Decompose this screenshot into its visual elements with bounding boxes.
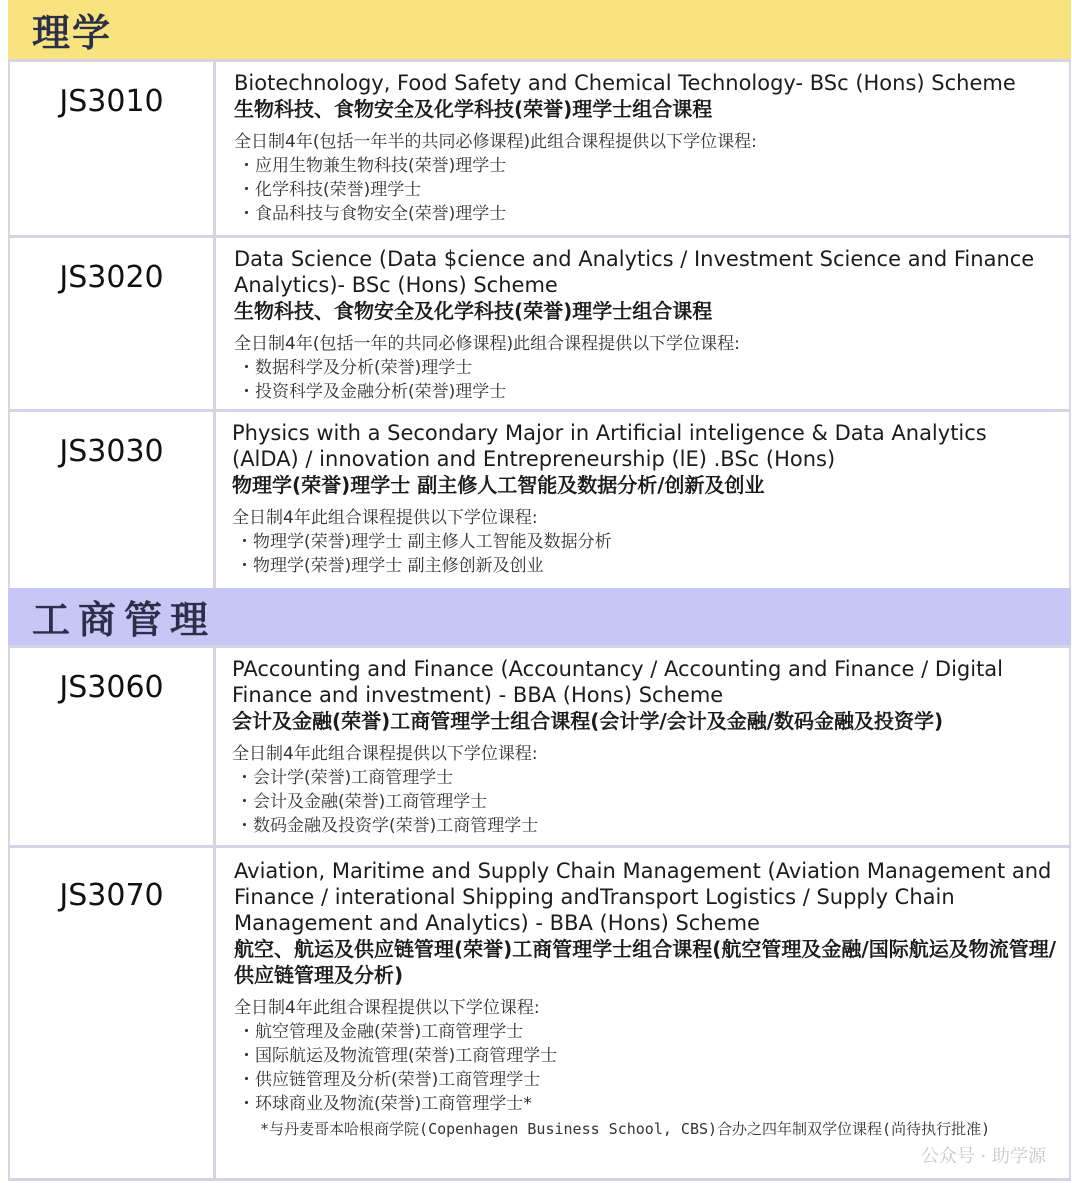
code-cell <box>10 648 216 847</box>
degree-item: ・ 会计学(荣誉)工商管理学士 <box>232 766 1059 790</box>
program-title-en: Aviation, Maritime and Supply Chain Management (Aviation Management and Finance / interational Shipping andTransport Logistics / Supply Chain Management and Analytics) - BBA (Hons) Scheme <box>234 859 1052 935</box>
degree-item: ・ 化学科技(荣誉)理学士 <box>234 178 1059 202</box>
program-content <box>234 70 1059 226</box>
program-code: JS3070 <box>59 878 164 913</box>
program-title-cn: 会计及金融(荣誉)工商管理学士组合课程(会计学/会计及金融/数码金融及投资学) <box>232 709 944 733</box>
degree-item: ・ 国际航运及物流管理(荣誉)工商管理学士 <box>234 1044 1059 1068</box>
program-row <box>8 409 1071 588</box>
program-description: 全日制4年(包括一年半的共同必修课程)此组合课程提供以下学位课程: <box>234 132 757 152</box>
degree-item: ・ 供应链管理及分析(荣誉)工商管理学士 <box>234 1068 1059 1092</box>
section-title: 理学 <box>32 10 113 55</box>
code-cell <box>10 238 216 411</box>
code-cell <box>10 412 216 588</box>
code-cell <box>10 848 216 1178</box>
watermark: 公众号 · 助学源 <box>920 1146 1046 1167</box>
program-row <box>8 645 1071 847</box>
section-title: 工商管理 <box>32 597 217 642</box>
degree-item: ・ 数据科学及分析(荣誉)理学士 <box>234 356 1059 380</box>
code-cell <box>10 62 216 237</box>
section-header-business <box>8 588 1071 645</box>
program-title-cn: 航空、航运及供应链管理(荣誉)工商管理学士组合课程(航空管理及金融/国际航运及物流管理/供应链管理及分析) <box>234 937 1057 987</box>
program-row <box>8 59 1071 237</box>
degree-item: ・ 会计及金融(荣誉)工商管理学士 <box>232 790 1059 814</box>
program-description: 全日制4年(包括一年的共同必修课程)此组合课程提供以下学位课程: <box>234 334 740 354</box>
degree-item: ・ 环球商业及物流(荣誉)工商管理学士* <box>234 1092 1059 1116</box>
program-code: JS3010 <box>59 84 164 119</box>
program-content <box>234 246 1059 404</box>
section-header-science <box>8 0 1071 59</box>
degree-item: ・ 数码金融及投资学(荣誉)工商管理学士 <box>232 814 1059 838</box>
degree-item: ・ 航空管理及金融(荣誉)工商管理学士 <box>234 1020 1059 1044</box>
program-content <box>234 858 1059 1140</box>
footnote: *与丹麦哥本哈根商学院(Copenhagen Business School, CBS)合办之四年制双学位课程(尚待执行批准) <box>260 1120 991 1138</box>
degree-item: ・ 投资科学及金融分析(荣誉)理学士 <box>234 380 1059 404</box>
program-title-en: PAccounting and Finance (Accountancy / Accounting and Finance / Digital Finance and investment) - BBA (Hons) Scheme <box>232 657 1004 707</box>
table-bottom-border <box>8 1178 1071 1181</box>
program-title-en: Biotechnology, Food Safety and Chemical Technology- BSc (Hons) Scheme <box>234 71 1016 95</box>
program-code: JS3060 <box>59 670 164 705</box>
program-content <box>232 656 1059 838</box>
program-title-en: Physics with a Secondary Major in Artificial inteligence & Data Analytics (AlDA) / innovation and Entrepreneurship (lE) .BSc (Hons) <box>232 421 987 471</box>
program-description: 全日制4年此组合课程提供以下学位课程: <box>232 744 538 764</box>
program-title-cn: 物理学(荣誉)理学士 副主修人工智能及数据分析/创新及创业 <box>232 473 765 497</box>
program-row <box>8 845 1071 1178</box>
program-description: 全日制4年此组合课程提供以下学位课程: <box>232 508 538 528</box>
program-title-cn: 生物科技、食物安全及化学科技(荣誉)理学士组合课程 <box>234 299 713 323</box>
degree-item: ・ 应用生物兼生物科技(荣誉)理学士 <box>234 154 1059 178</box>
degree-item: ・ 食品科技与食物安全(荣誉)理学士 <box>234 202 1059 226</box>
program-code: JS3030 <box>59 434 164 469</box>
program-title-cn: 生物科技、食物安全及化学科技(荣誉)理学士组合课程 <box>234 97 713 121</box>
program-title-en: Data Science (Data $cience and Analytics / Investment Science and Finance Analytics)- BSc (Hons) Scheme <box>234 247 1035 297</box>
program-code: JS3020 <box>59 260 164 295</box>
program-row <box>8 235 1071 411</box>
degree-item: ・ 物理学(荣誉)理学士 副主修人工智能及数据分析 <box>232 530 1059 554</box>
program-description: 全日制4年此组合课程提供以下学位课程: <box>234 998 540 1018</box>
degree-item: ・ 物理学(荣誉)理学士 副主修创新及创业 <box>232 554 1059 578</box>
program-content <box>232 420 1059 578</box>
